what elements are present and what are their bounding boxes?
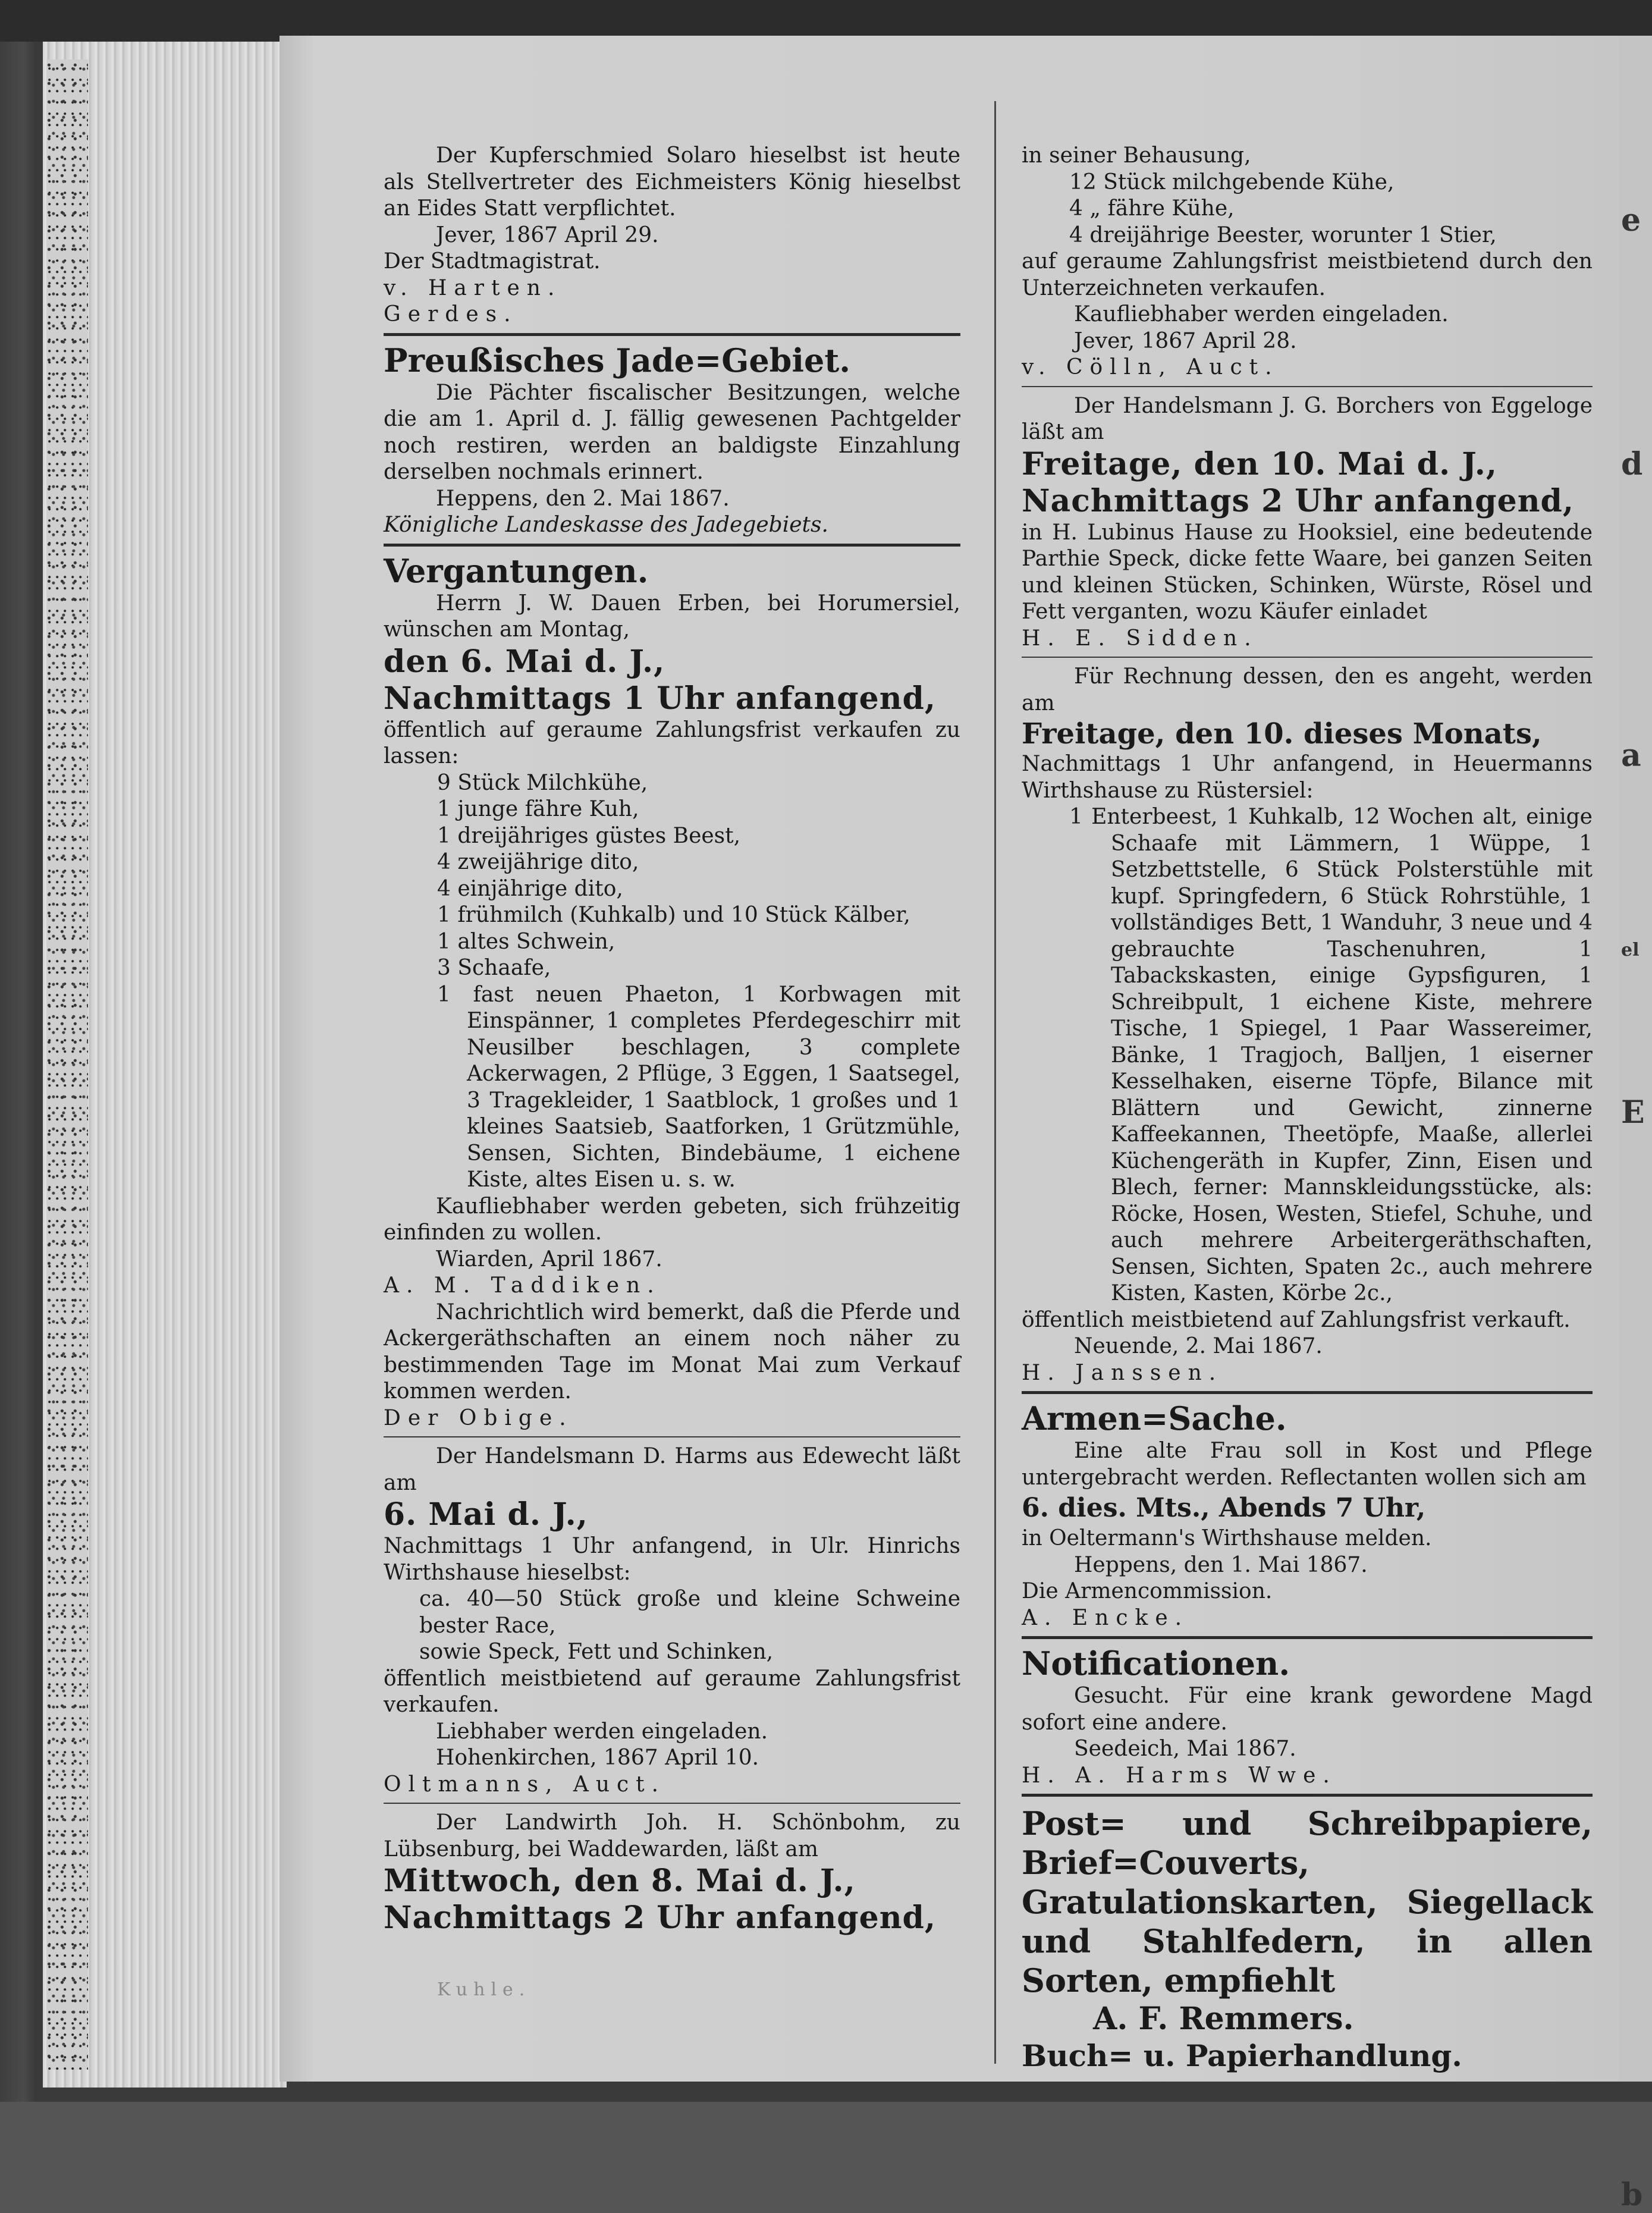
meeting-date: 6. dies. Mts., Abends 7 Uhr, <box>1022 1493 1426 1523</box>
signature: Oltmanns, Auct. <box>384 1772 666 1797</box>
edge-letter: e <box>1621 202 1641 238</box>
section-rule <box>1022 1636 1593 1639</box>
list-item: 4 dreijährige Beester, worunter 1 Stier, <box>1069 222 1497 247</box>
authority: Der Stadtmagistrat. <box>384 249 601 274</box>
section-rule <box>384 333 960 336</box>
edge-letter: a <box>1621 737 1641 774</box>
notice-text: Liebhaber werden eingeladen. <box>436 1719 768 1744</box>
section-rule <box>1022 386 1593 387</box>
section-heading: Preußisches Jade=Gebiet. <box>384 341 851 379</box>
section-rule <box>384 544 960 547</box>
list-item: 4 einjährige dito, <box>437 876 623 901</box>
notice-text: öffentlich meistbietend auf Zahlungsfrist verkauft. <box>1022 1307 1571 1332</box>
notice-janssen-auction <box>1022 664 1593 1386</box>
place-date: Seedeich, Mai 1867. <box>1074 1737 1296 1761</box>
auction-date: Mittwoch, den 8. Mai d. J., <box>384 1863 856 1899</box>
list-item: 4 zweijährige dito, <box>437 850 639 874</box>
section-rule <box>1022 657 1593 658</box>
auction-date: den 6. Mai d. J., <box>384 643 665 680</box>
notice-text: öffentlich auf geraume Zahlungsfrist verkaufen zu lassen: <box>384 717 960 768</box>
notice-text: Nachrichtlich wird bemerkt, daß die Pferde und Ackergeräthschaften an einem noch näher zu bestimmenden Tage im Monat Mai zum Verkauf kommen werden. <box>384 1299 960 1404</box>
notice-jade-gebiet <box>384 342 960 539</box>
section-rule <box>384 1436 960 1437</box>
notice-harms-auction <box>384 1443 960 1798</box>
place-date: Heppens, den 1. Mai 1867. <box>1074 1552 1368 1577</box>
list-item: 12 Stück milchgebende Kühe, <box>1069 169 1395 194</box>
list-item: 3 Schaafe, <box>437 956 551 980</box>
place-date: Heppens, den 2. Mai 1867. <box>436 486 730 511</box>
auction-date: Freitage, den 10. dieses Monats, <box>1022 717 1542 751</box>
notice-coelln-auction <box>1022 143 1593 381</box>
place-date: Hohenkirchen, 1867 April 10. <box>436 1746 759 1770</box>
notice-text: Die Pächter fiscalischer Besitzungen, welche die am 1. April d. J. fällig gewesenen Pachtgelder noch restiren, werden an baldigste Einzahlung derselben nochmals erinnert. <box>384 380 960 484</box>
auction-time: Nachmittags 1 Uhr anfangend, <box>384 680 936 717</box>
signature: A. F. Remmers. <box>1093 2001 1354 2037</box>
section-rule <box>384 1803 960 1804</box>
auction-time: Nachmittags 2 Uhr anfangend, <box>384 1900 936 1936</box>
shop-name: Buch= u. Papierhandlung. <box>1022 2038 1462 2073</box>
left-column <box>384 143 960 1936</box>
section-heading: Vergantungen. <box>384 551 649 590</box>
notice-armen-sache <box>1022 1400 1593 1631</box>
notice-text: Kaufliebhaber werden gebeten, sich frühzeitig einfinden zu wollen. <box>384 1194 960 1245</box>
signature: H. Janssen. <box>1022 1360 1223 1385</box>
notice-text: Für Rechnung dessen, den es angeht, werden am <box>1022 664 1593 715</box>
notice-text: auf geraume Zahlungsfrist meistbietend durch den Unterzeichneten verkaufen. <box>1022 249 1593 300</box>
list-item: 1 dreijähriges güstes Beest, <box>437 823 741 848</box>
list-item: ca. 40—50 Stück große und kleine Schweine bester Race, <box>419 1587 960 1638</box>
authority: Die Armencommission. <box>1022 1579 1273 1603</box>
notice-text: Der Landwirth Joh. H. Schönbohm, zu Lübsenburg, bei Waddewarden, läßt am <box>384 1810 960 1862</box>
facing-page-edge <box>1619 36 1652 2213</box>
auction-date: 6. Mai d. J., <box>384 1496 588 1533</box>
signature: Der Obige. <box>384 1405 573 1430</box>
notice-text: in Oeltermann's Wirthshause melden. <box>1022 1526 1432 1550</box>
edge-letter: b <box>1621 2177 1643 2213</box>
section-rule <box>1022 1794 1593 1797</box>
place-date: Jever, 1867 April 29. <box>436 222 659 247</box>
notice-schoenbohm-auction <box>384 1810 960 1936</box>
section-heading: Notificationen. <box>1022 1644 1290 1682</box>
list-item: 1 fast neuen Phaeton, 1 Korbwagen mit Einspänner, 1 completes Pferdegeschirr mit Neusilber beschlagen, 3 complete Ackerwagen, 2 Pflüge, 3 Eggen, 1 Saatsegel, 3 Tragekleider, 1 Saatblock, 1 großes und 1 kleines Saatsieb, Saatforken, 1 Grützmühle, Sensen, Sichten, Bindebäume, 1 eichene Kiste, altes Eisen u. s. w. <box>437 982 960 1192</box>
edge-letter: el <box>1621 940 1640 960</box>
notice-text: Der Handelsmann J. G. Borchers von Eggeloge läßt am <box>1022 393 1593 444</box>
list-item: 4 „ fähre Kühe, <box>1069 196 1235 221</box>
right-column <box>1022 143 1593 2074</box>
list-item: 9 Stück Milchkühe, <box>437 770 648 795</box>
notice-text: in seiner Behausung, <box>1022 143 1251 168</box>
list-item: sowie Speck, Fett und Schinken, <box>419 1640 774 1664</box>
signature: A. Encke. <box>1022 1605 1189 1630</box>
place-date: Jever, 1867 April 28. <box>1074 328 1297 353</box>
auction-time: Nachmittags 2 Uhr anfangend, <box>1022 482 1574 519</box>
notice-text: Der Kupferschmied Solaro hieselbst ist heute als Stellvertreter des Eichmeisters König hieselbst an Eides Statt verpflichtet. <box>384 143 960 221</box>
signature: A. M. Taddiken. <box>384 1273 661 1298</box>
notice-notificationen <box>1022 1645 1593 1789</box>
section-heading: Armen=Sache. <box>1022 1399 1287 1437</box>
auction-date: Freitage, den 10. Mai d. J., <box>1022 445 1497 482</box>
notice-borchers-auction <box>1022 393 1593 652</box>
notice-eichmeister <box>384 143 960 328</box>
notice-dauen-auction <box>384 553 960 1432</box>
notice-text: in H. Lubinus Hause zu Hooksiel, eine bedeutende Parthie Speck, dicke fette Waare, bei ganzen Seiten und kleinen Stücken, Schinken, Würste, Rösel und Fett verganten, wozu Käufer einladet <box>1022 520 1593 624</box>
place-date: Neuende, 2. Mai 1867. <box>1074 1334 1323 1358</box>
list-item: 1 frühmilch (Kuhkalb) und 10 Stück Kälber, <box>437 903 910 927</box>
list-item: 1 altes Schwein, <box>437 929 615 954</box>
signature: H. E. Sidden. <box>1022 626 1258 651</box>
edge-letter: d <box>1621 446 1643 482</box>
notice-text: Herrn J. W. Dauen Erben, bei Horumersiel, wünschen am Montag, <box>384 591 960 642</box>
list-item: 1 junge fähre Kuh, <box>437 797 639 821</box>
notice-text: Eine alte Frau soll in Kost und Pflege untergebracht werden. Reflectanten wollen sich am <box>1022 1439 1593 1490</box>
place-date: Wiarden, April 1867. <box>436 1247 662 1272</box>
book-edge-speckle <box>46 59 88 2070</box>
signature: H. A. Harms Wwe. <box>1022 1763 1337 1788</box>
notice-text: öffentlich meistbietend auf geraume Zahlungsfrist verkaufen. <box>384 1666 960 1717</box>
notice-text: Kaufliebhaber werden eingeladen. <box>1074 302 1449 327</box>
signature: Gerdes. <box>384 302 518 327</box>
notice-text: Der Handelsmann D. Harms aus Edewecht läßt am <box>384 1444 960 1495</box>
notice-remmers-ad <box>1022 1804 1593 2074</box>
column-divider <box>994 101 996 2064</box>
signature: v. Harten. <box>384 275 562 300</box>
faint-bleed-through-text: Kuhle. <box>437 1979 531 2000</box>
signature: Königliche Landeskasse des Jadegebiets. <box>384 513 828 537</box>
notice-text: Nachmittags 1 Uhr anfangend, in Heuermanns Wirthshause zu Rüstersiel: <box>1022 752 1593 803</box>
list-item: 1 Enterbeest, 1 Kuhkalb, 12 Wochen alt, einige Schaafe mit Lämmern, 1 Wüppe, 1 Setzbettstelle, 6 Stück Polsterstühle mit kupf. Springfedern, 6 Stück Rohrstühle, 1 vollständiges Bett, 1 Wanduhr, 3 neue und 4 gebrauchte Taschenuhren, 1 Tabackskasten, einige Gypsfiguren, 1 Schreibpult, 1 eichene Kiste, mehrere Tische, 1 Spiegel, 1 Paar Wassereimer, Bänke, 1 Tragjoch, Balljen, 1 eiserner Kesselhaken, eiserne Töpfe, Bilance mit Blättern und Gewicht, zinnerne Kaffeekannen, Theetöpfe, Maaße, allerlei Küchengeräth in Kupfer, Zinn, Eisen und Blech, ferner: Mannskleidungsstücke, als: Röcke, Hosen, Westen, Stiefel, Schuhe, und auch mehrere Arbeitergeräthschaften, Sensen, Sichten, Spaten 2c., auch mehrere Kisten, Kasten, Körbe 2c., <box>1069 805 1593 1305</box>
signature: v. Cölln, Auct. <box>1022 355 1279 379</box>
edge-letter: E <box>1621 1094 1645 1131</box>
section-rule <box>1022 1391 1593 1394</box>
notice-text: Gesucht. Für eine krank gewordene Magd sofort eine andere. <box>1022 1684 1593 1735</box>
advertisement-text: Post= und Schreibpapiere, Brief=Couverts, Gratulationskarten, Siegellack und Stahlfedern, in allen Sorten, empfiehlt <box>1022 1804 1593 1999</box>
notice-text: Nachmittags 1 Uhr anfangend, in Ulr. Hinrichs Wirthshause hieselbst: <box>384 1534 960 1585</box>
